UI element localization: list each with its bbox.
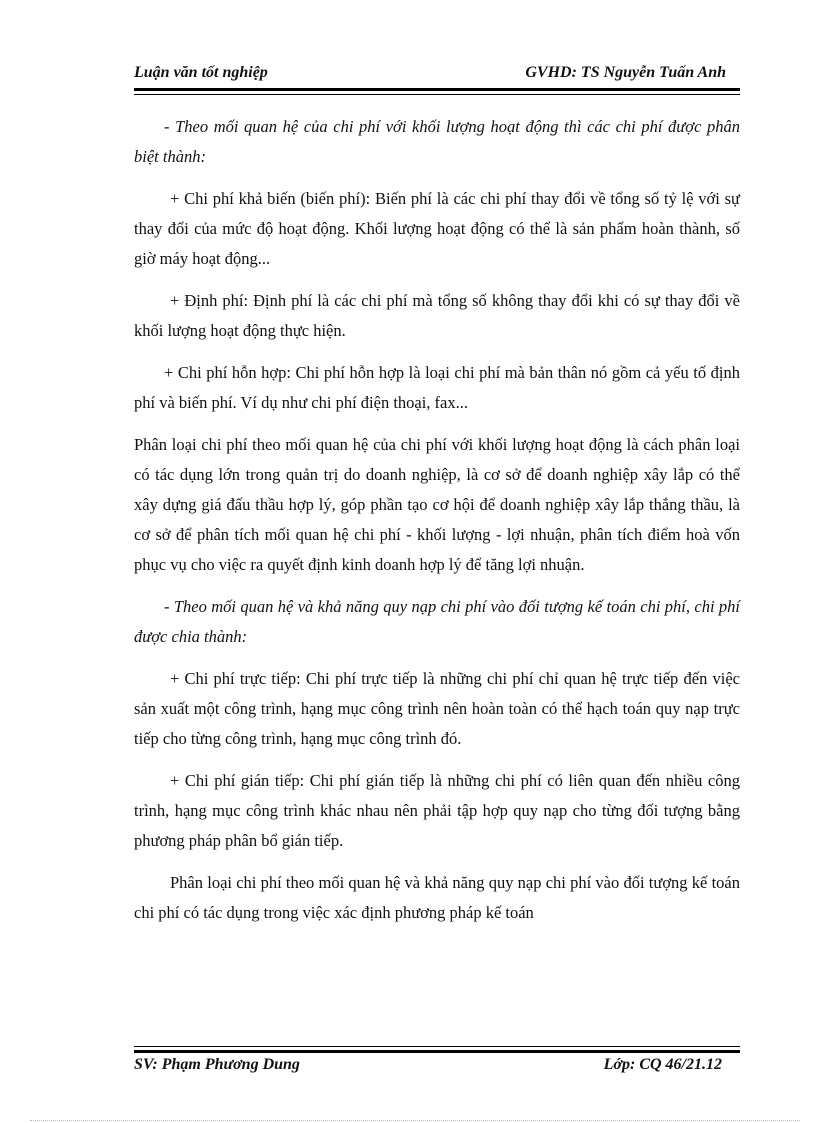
footer-class-code: Lớp: CQ 46/21.12 bbox=[603, 1056, 722, 1073]
footer-rule-thin bbox=[134, 1046, 740, 1047]
page-footer bbox=[134, 1056, 740, 1078]
paragraph-mixed-cost: + Chi phí hỗn hợp: Chi phí hỗn hợp là loại chi phí mà bản thân nó gồm cả yếu tố định phí và biến phí. Ví dụ như chi phí điện thoại, fax... bbox=[134, 363, 740, 412]
header-rule-thick bbox=[134, 88, 740, 91]
paragraph-indirect-cost: + Chi phí gián tiếp: Chi phí gián tiếp là những chi phí có liên quan đến nhiều công trình, hạng mục công trình khác nhau nên phải tập hợp quy nạp cho từng đối tượng bằng phương pháp phân bổ gián tiếp. bbox=[134, 771, 740, 850]
paragraph-classification-summary-2: Phân loại chi phí theo mối quan hệ và khả năng quy nạp chi phí vào đối tượng kế toán chi phí có tác dụng trong việc xác định phương pháp kế toán bbox=[134, 873, 740, 922]
paragraph-classification-summary-1: Phân loại chi phí theo mối quan hệ của chi phí với khối lượng hoạt động là cách phân loại có tác dụng lớn trong quản trị do doanh nghiệp, là cơ sở để doanh nghiệp xây lắp có thể xây dựng giá đấu thầu hợp lý, góp phần tạo cơ hội để doanh nghiệp xây lắp thắng thầu, là cơ sở để phân tích mối quan hệ chi phí - khối lượng - lợi nhuận, phân tích điểm hoà vốn phục vụ cho việc ra quyết định kinh doanh hợp lý để tăng lợi nhuận. bbox=[134, 435, 740, 574]
paragraph-direct-cost: + Chi phí trực tiếp: Chi phí trực tiếp là những chi phí chỉ quan hệ trực tiếp đến việc sản xuất một công trình, hạng mục công trình nên hoàn toàn có thể hạch toán quy nạp trực tiếp cho từng công trình, hạng mục công trình đó. bbox=[134, 669, 740, 748]
header-thesis-title: Luận văn tốt nghiệp bbox=[134, 64, 268, 81]
page-edge-divider bbox=[30, 1120, 800, 1121]
footer-rule-thick bbox=[134, 1050, 740, 1053]
page-header bbox=[134, 64, 740, 86]
paragraph-fixed-cost: + Định phí: Định phí là các chi phí mà tổng số không thay đổi khi có sự thay đổi về khối lượng hoạt động thực hiện. bbox=[134, 291, 740, 340]
paragraph-classification-2: - Theo mối quan hệ và khả năng quy nạp chi phí vào đối tượng kế toán chi phí, chi phí được chia thành: bbox=[134, 597, 740, 646]
header-supervisor: GVHD: TS Nguyễn Tuấn Anh bbox=[525, 64, 726, 81]
header-rule-thin bbox=[134, 94, 740, 95]
paragraph-classification-1: - Theo mối quan hệ của chi phí với khối lượng hoạt động thì các chi phí được phân biệt thành: bbox=[134, 117, 740, 166]
footer-student-name: SV: Phạm Phương Dung bbox=[134, 1056, 300, 1073]
paragraph-variable-cost: + Chi phí khả biến (biến phí): Biến phí là các chi phí thay đổi về tổng số tỷ lệ với sự thay đổi của mức độ hoạt động. Khối lượng hoạt động có thể là sản phẩm hoàn thành, số giờ máy hoạt động... bbox=[134, 189, 740, 268]
page-body bbox=[134, 112, 740, 940]
